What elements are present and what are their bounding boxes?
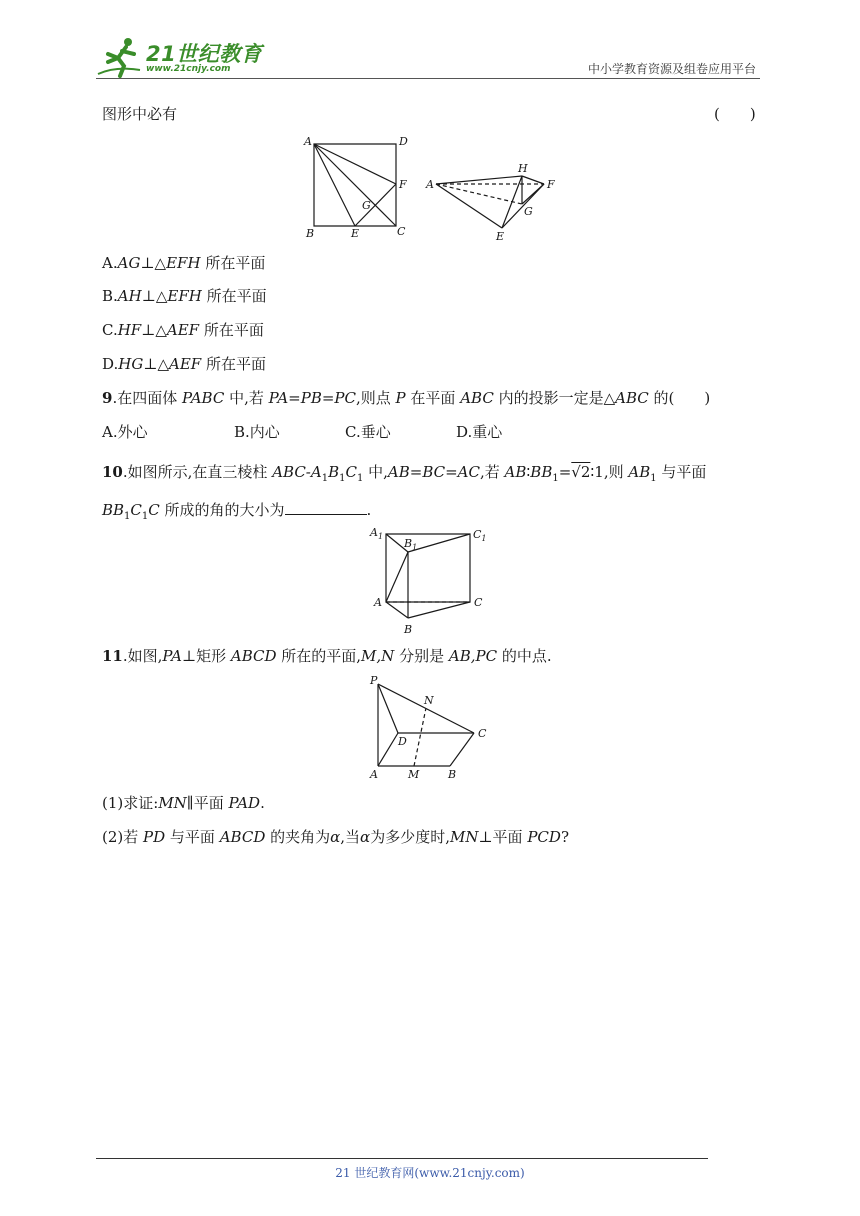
q8-option-b: B.AH⊥△EFH 所在平面 xyxy=(102,287,267,305)
q10-stem-line2: $BB_1C_1C$ 所成的角的大小为 . xyxy=(102,501,372,522)
footer-site-link[interactable]: 21 世纪教育网(www.21cnjy.com) xyxy=(335,1166,525,1180)
q11-stem: 11.如图,PA⊥矩形 ABCD 所在的平面,M,N 分别是 AB,PC 的中点. xyxy=(102,647,552,665)
q10-label-b1: $B_1$ xyxy=(404,537,418,552)
q8-py-label-f: F xyxy=(547,178,555,191)
q10-prism-figure xyxy=(366,522,496,640)
q8-pyramid-figure xyxy=(422,158,562,244)
q10-answer-blank[interactable] xyxy=(285,500,367,515)
q9-option-d: D.重心 xyxy=(456,423,503,441)
q11-part2: (2)若 PD 与平面 ABCD 的夹角为α,当α为多少度时,MN⊥平面 PCD? xyxy=(102,828,569,846)
q11-label-a: A xyxy=(370,768,378,781)
q8-sq-label-f: F xyxy=(399,178,407,191)
q8-square-figure xyxy=(300,130,420,242)
q8-stem-tail: 图形中必有 xyxy=(102,105,178,123)
q11-label-d: D xyxy=(398,735,407,748)
q9-stem: 9.在四面体 PABC 中,若 PA=PB=PC,则点 P 在平面 ABC 内的投影一定是△ABC 的( ) xyxy=(102,389,711,407)
q8-sq-label-c: C xyxy=(397,225,406,238)
q11-label-b: B xyxy=(448,768,457,781)
header-platform-text: 中小学教育资源及组卷应用平台 xyxy=(587,62,756,76)
q11-part1: (1)求证:MN∥平面 PAD. xyxy=(102,794,265,812)
q8-sq-label-e: E xyxy=(351,227,360,240)
q8-option-c: C.HF⊥△AEF 所在平面 xyxy=(102,321,264,339)
logo-text: 21世纪教育 xyxy=(146,42,263,66)
q8-sq-label-b: B xyxy=(306,227,315,240)
q11-label-n: N xyxy=(424,694,434,707)
q11-pyramid-figure xyxy=(364,670,500,786)
logo-url: www.21cnjy.com xyxy=(146,64,231,74)
q11-label-p: P xyxy=(370,674,378,687)
q8-answer-paren: ( ) xyxy=(714,105,756,123)
logo-runner-icon xyxy=(96,36,148,78)
q8-option-a: A.AG⊥△EFH 所在平面 xyxy=(102,254,266,272)
q9-option-c: C.垂心 xyxy=(345,423,391,441)
q8-option-d: D.HG⊥△AEF 所在平面 xyxy=(102,355,266,373)
q11-label-m: M xyxy=(408,768,420,781)
q8-sq-label-a: A xyxy=(304,135,312,148)
q10-label-c1: $C_1$ xyxy=(473,528,487,543)
q10-label-b: B xyxy=(404,623,413,636)
q8-py-label-a: A xyxy=(426,178,434,191)
q10-label-c: C xyxy=(474,596,483,609)
q8-sq-label-g: G xyxy=(362,199,371,212)
q8-py-label-h: H xyxy=(518,162,528,175)
q9-option-a: A.外心 xyxy=(102,423,148,441)
q10-label-a1: $A_1$ xyxy=(370,526,384,541)
q8-py-label-e: E xyxy=(496,230,505,243)
q10-stem-line1: 10.如图所示,在直三棱柱 ABC-$A_1B_1C_1$ 中,AB=BC=AC,若 $AB∶BB_1=√2∶1$,则 $AB_1$ 与平面 xyxy=(102,463,707,484)
q8-py-label-g: G xyxy=(524,205,533,218)
q8-sq-label-d: D xyxy=(399,135,408,148)
footer-divider xyxy=(96,1158,708,1159)
q9-option-b: B.内心 xyxy=(234,423,280,441)
q10-label-a: A xyxy=(374,596,382,609)
q11-label-c: C xyxy=(478,727,487,740)
header-divider xyxy=(96,78,760,79)
